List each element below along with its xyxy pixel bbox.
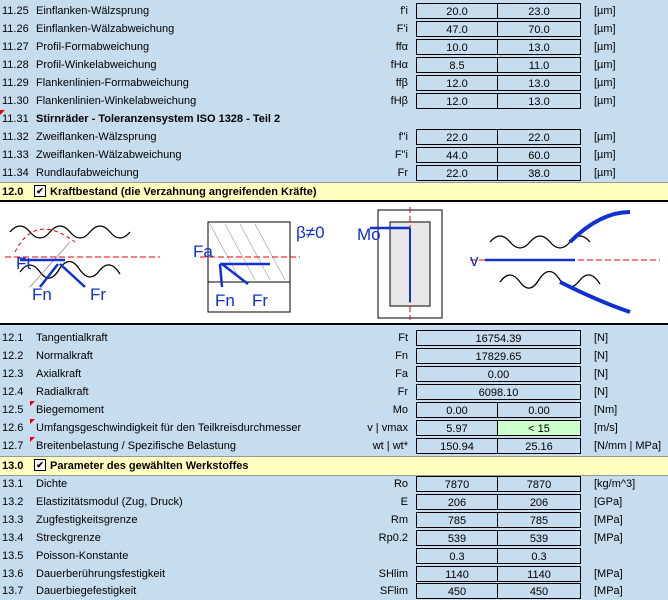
value-cell[interactable]: 450	[416, 583, 498, 599]
value-cell[interactable]: 206	[497, 494, 581, 510]
row-number: 11.33	[2, 149, 29, 161]
value-cell[interactable]: 13.0	[497, 39, 581, 55]
value-cell[interactable]: 70.0	[497, 21, 581, 37]
row-label: Biegemoment	[36, 404, 104, 416]
row-symbol: E	[400, 496, 408, 508]
value-cell[interactable]: 1140	[497, 566, 581, 582]
section-title-wrap	[34, 183, 316, 201]
fig-label-fr2: Fr	[252, 291, 269, 310]
row-unit: [N/mm | MPa]	[594, 440, 662, 452]
fig-label-fr: Fr	[90, 285, 107, 304]
row-label: Flankenlinien-Formabweichung	[36, 77, 189, 89]
row-symbol: Fn	[395, 350, 408, 362]
table-row	[0, 582, 668, 600]
row-unit: [MPa]	[594, 585, 623, 597]
value-cell[interactable]: 13.0	[497, 75, 581, 91]
table-row	[0, 511, 668, 529]
value-cell[interactable]: 1140	[416, 566, 498, 582]
row-symbol: SFlim	[379, 585, 408, 597]
value-cell[interactable]: 11.0	[497, 57, 581, 73]
row-label: Dichte	[36, 478, 68, 490]
subsection-title: Stirnräder - Toleranzensystem ISO 1328 - Teil 2	[36, 113, 281, 125]
row-number: 11.32	[2, 131, 29, 143]
value-cell[interactable]: 450	[497, 583, 581, 599]
value-cell[interactable]: 22.0	[416, 165, 498, 181]
shaft-section-illustration	[357, 207, 442, 320]
fig-label-fn: Fn	[32, 285, 52, 304]
table-row	[0, 383, 668, 401]
value-cell[interactable]: 25.16	[497, 438, 581, 454]
section-number: 13.0	[2, 460, 24, 472]
value-cell[interactable]: 5.97	[416, 420, 498, 436]
row-number: 13.4	[2, 532, 24, 544]
value-cell[interactable]: 206	[416, 494, 498, 510]
value-cell[interactable]: 23.0	[497, 3, 581, 19]
row-unit: [MPa]	[594, 514, 623, 526]
row-number: 13.6	[2, 568, 24, 580]
row-label: Einflanken-Wälzsprung	[36, 5, 150, 17]
row-label: Zweiflanken-Wälzabweichung	[36, 149, 182, 161]
row-number: 13.1	[2, 478, 24, 490]
row-unit: [µm]	[594, 59, 616, 71]
table-row	[0, 401, 668, 419]
fig-label-fa: Fa	[193, 242, 213, 261]
row-symbol: Fr	[397, 167, 408, 179]
value-cell[interactable]: 0.00	[497, 402, 581, 418]
row-label: Streckgrenze	[36, 532, 101, 544]
value-cell[interactable]: 22.0	[497, 129, 581, 145]
limit-cell[interactable]: < 15	[497, 420, 581, 436]
table-row	[0, 38, 668, 56]
row-label: Dauerberührungsfestigkeit	[36, 568, 166, 580]
value-cell[interactable]: 7870	[497, 476, 581, 492]
value-cell[interactable]: 6098.10	[416, 384, 581, 400]
row-symbol: fHα	[390, 59, 408, 71]
row-symbol	[330, 547, 408, 565]
value-cell[interactable]: 22.0	[416, 129, 498, 145]
row-number: 12.7	[2, 440, 24, 452]
section-title-wrap	[34, 457, 248, 475]
row-unit: [m/s]	[594, 422, 618, 434]
row-label: Elastizitätsmodul (Zug, Druck)	[36, 496, 183, 508]
row-symbol: Ft	[398, 332, 408, 344]
row-label: Radialkraft	[36, 386, 89, 398]
row-number: 11.27	[2, 41, 29, 53]
row-unit: [kg/m^3]	[594, 478, 636, 490]
table-row	[0, 565, 668, 583]
row-symbol: SHlim	[378, 568, 408, 580]
value-cell[interactable]: 10.0	[416, 39, 498, 55]
value-cell[interactable]: 0.00	[416, 366, 581, 382]
value-cell[interactable]: 20.0	[416, 3, 498, 19]
table-row	[0, 329, 668, 347]
row-number: 12.1	[2, 332, 24, 344]
row-symbol: fHβ	[390, 95, 408, 107]
row-label: Zugfestigkeitsgrenze	[36, 514, 138, 526]
rotating-gear-illustration	[470, 212, 660, 312]
row-symbol: F"i	[394, 149, 408, 161]
section-checkbox[interactable]: ✔	[34, 459, 46, 471]
subsection-row	[0, 110, 668, 128]
row-unit: [µm]	[594, 167, 616, 179]
value-cell[interactable]: 47.0	[416, 21, 498, 37]
row-unit: [MPa]	[594, 532, 623, 544]
table-row	[0, 146, 668, 164]
table-row	[0, 92, 668, 110]
section-title: Kraftbestand (die Verzahnung angreifenden Kräfte)	[50, 186, 317, 198]
value-cell[interactable]: 16754.39	[416, 330, 581, 346]
table-row	[0, 437, 668, 455]
row-symbol: Rp0.2	[378, 532, 408, 544]
row-unit: [MPa]	[594, 568, 623, 580]
row-number: 11.34	[2, 167, 29, 179]
row-symbol: wt | wt*	[372, 440, 408, 452]
row-number: 12.4	[2, 386, 24, 398]
fig-label-fn2: Fn	[215, 291, 235, 310]
table-row	[0, 419, 668, 437]
table-row	[0, 347, 668, 365]
row-number: 12.5	[2, 404, 24, 416]
row-label: Normalkraft	[36, 350, 93, 362]
row-unit: [µm]	[594, 5, 616, 17]
row-symbol: f"i	[398, 131, 408, 143]
row-unit: [µm]	[594, 131, 616, 143]
row-symbol: v | vmax	[367, 422, 408, 434]
force-diagram-svg	[0, 202, 668, 323]
value-cell[interactable]: 60.0	[497, 147, 581, 163]
value-cell[interactable]: 12.0	[416, 93, 498, 109]
row-label: Profil-Formabweichung	[36, 41, 150, 53]
table-row	[0, 365, 668, 383]
table-row	[0, 74, 668, 92]
row-label: Poisson-Konstante	[36, 550, 129, 562]
row-unit: [Nm]	[594, 404, 618, 416]
row-label: Axialkraft	[36, 368, 82, 380]
row-label: Umfangsgeschwindigkeit für den Teilkreisdurchmesser	[36, 422, 302, 434]
gear-mesh-illustration	[5, 226, 160, 304]
row-number: 13.2	[2, 496, 24, 508]
row-number: 11.31	[2, 113, 29, 125]
table-row	[0, 20, 668, 38]
force-diagram	[0, 200, 668, 325]
value-cell[interactable]: 539	[416, 530, 498, 546]
helical-gear-illustration	[193, 222, 325, 312]
table-row	[0, 475, 668, 493]
row-number: 12.3	[2, 368, 24, 380]
row-symbol: Rm	[390, 514, 408, 526]
row-unit: [N]	[594, 368, 609, 380]
value-cell[interactable]: 150.94	[416, 438, 498, 454]
table-row	[0, 164, 668, 182]
table-row	[0, 56, 668, 74]
value-cell[interactable]: 785	[497, 512, 581, 528]
section-title: Parameter des gewählten Werkstoffes	[50, 460, 249, 472]
value-cell[interactable]: 0.3	[497, 548, 581, 564]
row-unit: [µm]	[594, 149, 616, 161]
row-number: 11.28	[2, 59, 29, 71]
fig-label-v: v	[470, 251, 479, 270]
row-label: Einflanken-Wälzabweichung	[36, 23, 175, 35]
row-label: Breitenbelastung / Spezifische Belastung	[36, 440, 236, 452]
value-cell[interactable]: 0.3	[416, 548, 498, 564]
section-header-13	[0, 456, 668, 476]
section-number: 12.0	[2, 186, 24, 198]
row-unit: [µm]	[594, 95, 616, 107]
row-unit: [N]	[594, 350, 609, 362]
table-row	[0, 529, 668, 547]
row-label: Tangentialkraft	[36, 332, 108, 344]
row-unit: [N]	[594, 332, 609, 344]
value-cell[interactable]: 44.0	[416, 147, 498, 163]
row-number: 11.25	[2, 5, 29, 17]
row-unit: [GPa]	[594, 496, 623, 508]
value-cell[interactable]: 0.00	[416, 402, 498, 418]
row-number: 13.5	[2, 550, 24, 562]
value-cell[interactable]: 13.0	[497, 93, 581, 109]
section-checkbox[interactable]: ✔	[34, 185, 46, 197]
row-number: 12.6	[2, 422, 24, 434]
row-symbol: f'i	[400, 5, 408, 17]
row-symbol: F'i	[396, 23, 408, 35]
section-header-12	[0, 182, 668, 202]
row-label: Zweiflanken-Wälzsprung	[36, 131, 157, 143]
row-number: 11.26	[2, 23, 29, 35]
row-unit: [µm]	[594, 77, 616, 89]
row-unit: [µm]	[594, 41, 616, 53]
row-label: Dauerbiegefestigkeit	[36, 585, 137, 597]
row-symbol: Ro	[393, 478, 408, 490]
value-cell[interactable]: 38.0	[497, 165, 581, 181]
row-symbol: Mo	[392, 404, 408, 416]
value-cell[interactable]: 785	[416, 512, 498, 528]
row-symbol: Fa	[395, 368, 408, 380]
table-row	[0, 547, 668, 565]
row-number: 12.2	[2, 350, 24, 362]
value-cell[interactable]: 539	[497, 530, 581, 546]
fig-label-ft: Ft	[16, 254, 32, 273]
row-unit: [µm]	[594, 23, 616, 35]
fig-label-mo: Mo	[357, 225, 381, 244]
value-cell[interactable]: 7870	[416, 476, 498, 492]
table-row	[0, 2, 668, 20]
value-cell[interactable]: 8.5	[416, 57, 498, 73]
table-row	[0, 128, 668, 146]
row-number: 13.3	[2, 514, 24, 526]
row-label: Rundlaufabweichung	[36, 167, 139, 179]
row-label: Flankenlinien-Winkelabweichung	[36, 95, 197, 107]
row-number: 11.29	[2, 77, 29, 89]
row-symbol: ffβ	[395, 77, 408, 89]
row-label: Profil-Winkelabweichung	[36, 59, 157, 71]
row-symbol: ffα	[395, 41, 408, 53]
fig-label-beta: β≠0	[296, 223, 325, 242]
row-number: 13.7	[2, 585, 24, 597]
value-cell[interactable]: 12.0	[416, 75, 498, 91]
row-number: 11.30	[2, 95, 29, 107]
row-unit: [N]	[594, 386, 609, 398]
value-cell[interactable]: 17829.65	[416, 348, 581, 364]
table-row	[0, 493, 668, 511]
row-symbol: Fr	[397, 386, 408, 398]
